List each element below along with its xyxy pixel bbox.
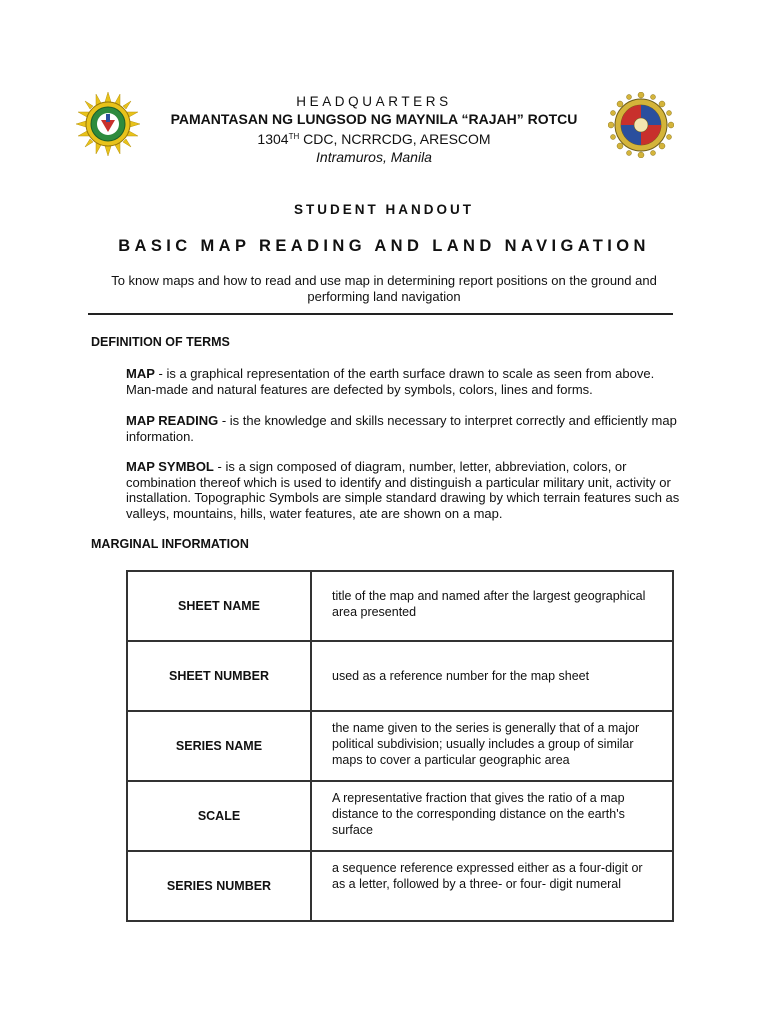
definitions-heading: DEFINITION OF TERMS bbox=[91, 335, 230, 349]
row-value: a sequence reference expressed either as a four-digit or as a letter, followed by a three- or four- digit numeral bbox=[311, 851, 673, 921]
right-seal-icon bbox=[608, 92, 674, 158]
table-row bbox=[127, 571, 673, 641]
unit-number: 1304 bbox=[257, 131, 289, 147]
left-seal-icon bbox=[76, 92, 140, 156]
page-title: BASIC MAP READING AND LAND NAVIGATION bbox=[118, 237, 650, 255]
row-key: SCALE bbox=[127, 781, 311, 851]
term-text: - is a graphical representation of the earth surface drawn to scale as seen from above. Man-made and natural features are defected by symbols, colors, lines and forms. bbox=[126, 366, 655, 397]
table-row bbox=[127, 781, 673, 851]
marginal-heading: MARGINAL INFORMATION bbox=[91, 537, 249, 551]
location: Intramuros, Manila bbox=[316, 149, 432, 165]
row-value: the name given to the series is generally that of a major political subdivision; usually includes a group of similar maps to cover a particular geographic area bbox=[311, 711, 673, 781]
divider bbox=[88, 313, 673, 315]
unit-ordinal: TH bbox=[288, 132, 300, 141]
term-label: MAP READING bbox=[126, 413, 219, 428]
term-text: - is the knowledge and skills necessary to interpret correctly and efficiently map information. bbox=[126, 413, 677, 444]
university-name: PAMANTASAN NG LUNGSOD NG MAYNILA “RAJAH” ROTCU bbox=[170, 111, 578, 127]
unit-designation bbox=[140, 128, 608, 148]
definition-map bbox=[126, 366, 682, 397]
definition-map-symbol bbox=[126, 459, 682, 521]
term-label: MAP bbox=[126, 366, 155, 381]
marginal-information-table bbox=[126, 570, 674, 922]
letterhead bbox=[140, 93, 608, 166]
unit-rest: CDC, NCRRCDG, ARESCOM bbox=[299, 131, 491, 147]
headquarters-label: HEADQUARTERS bbox=[296, 94, 452, 109]
row-key: SERIES NAME bbox=[127, 711, 311, 781]
term-text: - is a sign composed of diagram, number, letter, abbreviation, colors, or combination thereof which is used to identify and distinguish a particular military unit, activity or installation. Topographic Symbols are simple standard drawing by which terrain features such as valleys, mountains, hills, water features, ate are shown on a map. bbox=[126, 459, 680, 521]
objective-text: To know maps and how to read and use map in determining report positions on the ground and performing land navigation bbox=[111, 273, 657, 304]
row-value: used as a reference number for the map sheet bbox=[311, 641, 673, 711]
table-row bbox=[127, 711, 673, 781]
row-value: title of the map and named after the largest geographical area presented bbox=[311, 571, 673, 641]
table-row bbox=[127, 851, 673, 921]
row-key: SHEET NAME bbox=[127, 571, 311, 641]
row-value: A representative fraction that gives the ratio of a map distance to the corresponding distance on the earth's surface bbox=[311, 781, 673, 851]
term-label: MAP SYMBOL bbox=[126, 459, 214, 474]
handout-label: STUDENT HANDOUT bbox=[294, 202, 474, 217]
row-key: SERIES NUMBER bbox=[127, 851, 311, 921]
row-key: SHEET NUMBER bbox=[127, 641, 311, 711]
definition-map-reading bbox=[126, 413, 682, 444]
table-row bbox=[127, 641, 673, 711]
